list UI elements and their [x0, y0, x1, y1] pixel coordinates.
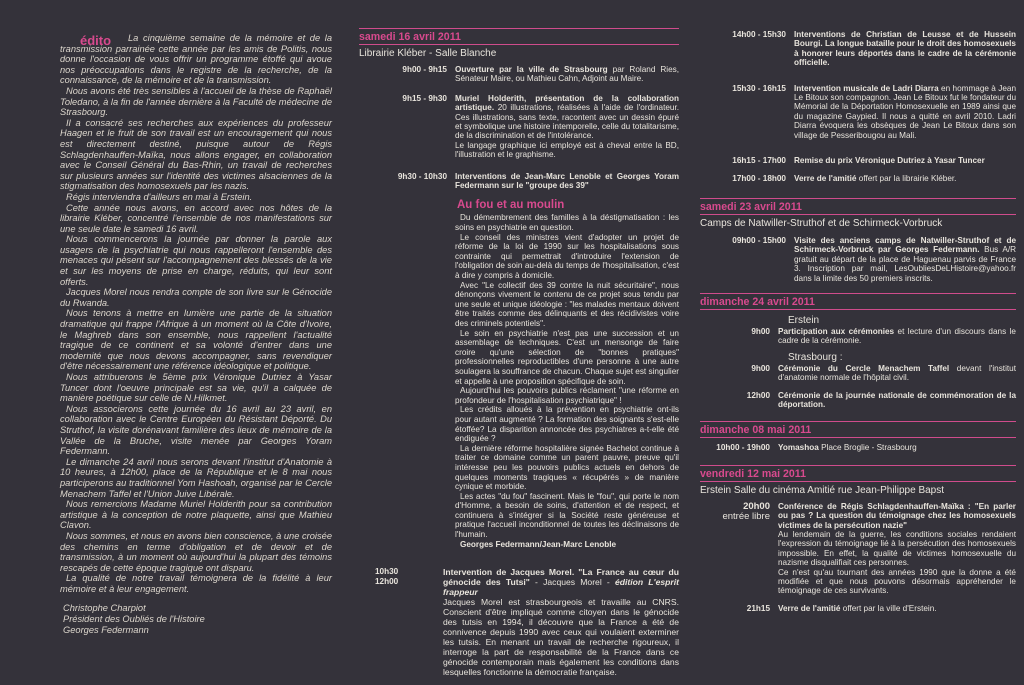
item-time: 9h00 — [751, 363, 770, 373]
day-header: samedi 16 avril 2011 — [359, 28, 679, 45]
programme-item — [359, 65, 679, 84]
edito-paragraph: Nous tenons à mettre en lumière une partie de la situation dramatique qui frappe l'Afrique à un moment où la Côte d'Ivoire, le Maghreb dans son ensemble, nous rappellent l'actualité tragique de ce continent et sa volonté d'entrer dans une modernité que nous devons accompagner, sans revendiquer d'être nécessairement une référence idéologique et politique. — [60, 308, 332, 372]
item-time: 9h00 — [751, 326, 770, 336]
item-desc: Visite des anciens camps de Natwiller-Struthof et de Schirmeck-Vorbruck par Georges Federmann. Bus A/R gratuit au départ de la place de Haguenau parvis de France 3. Inscription par mail, LesOubliesDeLHistoire@yahoo.fr dans la limite des 50 premiers inscrits. — [794, 235, 1017, 283]
programme-item — [359, 567, 679, 677]
item-time: 14h00 - 15h30 — [732, 30, 786, 39]
day-header: dimanche 08 mai 2011 — [700, 421, 1016, 438]
programme-item — [700, 502, 1016, 596]
day-header: dimanche 24 avril 2011 — [700, 293, 1016, 310]
day-place: Erstein — [788, 314, 820, 326]
edito-paragraph: Il a consacré ses recherches aux expériences du professeur Haagen et le fruit de son travail est un encouragement qui nous est directement destiné, puisque autour de Régis Schlagdenhauffen-Maïka, nous allons engager, en collaboration avec le Conseil Général du Bas-Rhin, un travail de recherches sur plusieurs années sur l'identité des victimes alsaciennes de la stigmatisation des homosexuels par les nazis. — [60, 117, 332, 192]
edito-paragraph: Nous remercions Madame Muriel Holderith pour sa contribution artistique à la conception de notre plaquette, ainsi que Mathieu Clavon. — [60, 499, 332, 531]
signature-line: Président des Oubliés de l'Histoire — [63, 614, 205, 625]
section-signature: Georges Federmann/Jean-Marc Lenoble — [460, 539, 617, 549]
item-desc: Verre de l'amitié offert par la librairie Kléber. — [794, 174, 957, 184]
item-desc: Verre de l'amitié offert par la ville d'Erstein. — [778, 603, 937, 613]
item-desc: Remise du prix Véronique Dutriez à Yasar Tuncer — [794, 156, 985, 166]
day-place: Strasbourg : — [788, 351, 843, 363]
item-time: 10h30 12h00 — [375, 567, 399, 586]
programme-item — [700, 84, 1016, 140]
day-place: Erstein Salle du cinéma Amitié rue Jean-Philippe Bapst — [700, 484, 945, 496]
programme-item — [700, 604, 1016, 613]
programme-item — [700, 391, 1016, 410]
programme-item — [700, 236, 1016, 283]
signature-line: Georges Federmann — [63, 624, 149, 635]
item-desc: Yomashoa Place Broglie - Strasbourg — [778, 443, 917, 453]
item-time: 20h00 entrée libre — [722, 500, 770, 523]
edito-body — [60, 33, 332, 635]
item-time: 10h00 - 19h00 — [716, 443, 770, 453]
item-time: 9h00 - 9h15 — [402, 65, 447, 74]
item-time: 9h30 - 10h30 — [397, 171, 447, 181]
programme-item — [359, 172, 679, 191]
day-header: samedi 23 avril 2011 — [700, 198, 1016, 215]
item-time: 16h15 - 17h00 — [732, 156, 786, 166]
edito-paragraph: Nous associerons cette journée du 16 avril au 23 avril, en collaboration avec le Centre Européen du Résistant Déporté. Du Struthof, la visite dorénavant familière des lieux de mémoire de la Vallée de la Bruche, visite menée par Georges Yoram Federmann. — [60, 403, 332, 457]
item-desc: Interventions de Jean-Marc Lenoble et Georges Yoram Federmann sur le "groupe des 39" — [455, 171, 679, 191]
programme-item — [359, 94, 679, 160]
item-time: 21h15 — [746, 603, 770, 613]
section-text: Du démembrement des familles à la déstigmatisation : les soins en psychiatrie en question. Le conseil des ministres vient d'adopter un projet de réforme de la loi de 1990 sur les hospitalisations sous contrainte qui permettrait d'introduire l'extension de l'obligation de soin au-delà du temps de l'hospitalisation, c'est à dire y compris à domicile. Avec "Le collectif des 39 contre la nuit sécuritaire", nous dénonçons vivement le contenu de ce projet sous tendu par une seule et unique idéologie : "les malades mentaux doivent être traités comme des délinquants et des récidivistes voire des criminels potentiels". Le soin en psychiatrie n'est pas une succession et un assemblage de techniques. C'est un mensonge de faire croire qu'une sélection de "bonnes pratiques" professionnelles reproductibles d'une personne à une autre soulagera la souffrance de chacun. Chaque sujet est singulier et appelle à une proposition spécifique de soin. Aujourd'hui les pouvoirs publics réclament "une réforme en profondeur de l'hospitalisation psychiatrique" ! Les crédits alloués à la prévention en psychiatrie ont-ils pour autant augmenté ? La formation des soignants s'est-elle étoffée? La disparition annoncée des psychiatres a-t-elle été endiguée ? La dernière réforme hospitalière signée Bachelot continue à traiter ce domaine comme un parent pauvre, preuve qu'il intéresse peu les pouvoirs publics actuels en dehors de quelques moments tragiques « récupérés » de manière cynique et morbide. Les actes "du fou" fascinent. Mais le "fou", qui porte le nom d'Homme, a besoin de soins, d'attention et de respect, et continuera à s'intégrer si la Société reste généreuse et pratique l'accueil inconditionnel de toutes les déclinaisons de l'humain. Georges Federmann/Jean-Marc Lenoble — [455, 213, 679, 549]
item-desc: Intervention de Jacques Morel. "La France au cœur du génocide des Tutsi" - Jacques Morel - édition L'esprit frappeur Jacques Morel est strasbourgeois et travaille au CNRS. Conscient d'être impliqué comme citoyen dans le génocide des tutsis en 1994, il découvre que la France a été de connivence depuis 1990 avec ceux qui voulaient exterminer les tutsis. En menant un travail de recherche rigoureux, il interroge la part de responsabilité de la France dans ce génocide contemporain mais également les conditions dans lesquelles fonctionne la démocratie française. — [443, 567, 680, 678]
edito-paragraph: Nous avons été très sensibles à l'accueil de la thèse de Raphaël Toledano, à la fin de l'année dernière à la Faculté de médecine de Strasbourg. — [60, 85, 332, 118]
item-time: 17h00 - 18h00 — [732, 174, 786, 184]
item-desc: Cérémonie du Cercle Menachem Taffel devant l'institut d'anatomie normale de l'hôpital civil. — [778, 363, 1017, 383]
item-desc: Cérémonie de la journée nationale de commémoration de la déportation. — [778, 390, 1016, 409]
programme-item — [700, 327, 1016, 346]
day-place: Librairie Kléber - Salle Blanche — [359, 48, 497, 59]
day-header: vendredi 12 mai 2011 — [700, 465, 1016, 482]
programme-item — [700, 443, 1016, 452]
day-place: Camps de Natwiller-Struthof et de Schirmeck-Vorbruck — [700, 217, 943, 229]
item-time: 15h30 - 16h15 — [732, 83, 786, 93]
edito-paragraph: Régis interviendra d'ailleurs en mai à Erstein. — [66, 191, 253, 202]
edito-paragraph: Jacques Morel nous rendra compte de son livre sur le Génocide du Rwanda. — [60, 287, 332, 308]
item-desc: Ouverture par la ville de Strasbourg par Roland Ries, Sénateur Maire, ou Mathieu Cahn, Adjoint au Maire. — [455, 65, 679, 84]
item-desc: Participation aux cérémonies et lecture d'un discours dans le cadre de la cérémonie. — [778, 326, 1016, 346]
signature-line: Christophe Charpiot — [63, 603, 146, 614]
item-time: 12h00 — [746, 390, 770, 400]
edito-paragraph: Nous commencerons la journée par donner la parole aux usagers de la psychiatrie qui nous rappelleront l'ensemble des menaces qui pèsent sur l'accompagnement des blessés de la vie et sur les moyens de prise en charge, réduits, qui leur sont offerts. — [60, 234, 332, 287]
edito-title: édito — [80, 33, 112, 48]
item-desc: Conférence de Régis Schlagdenhauffen-Maïka : "En parler ou pas ? La question du témoignage chez les homosexuels victimes de la persécution nazie" Au lendemain de la guerre, les conditions sociales rendaient l'expression du témoignage lié à la persécution des homosexuels impossible. En effet, la qualité de victimes homosexuelle du nazisme disqualifiait ces personnes. Ce n'est qu'au tournant des années 1990 que la donne a été modifiée et que nous pouvons désormais appréhender le témoignage de ces survivants. — [778, 501, 1016, 596]
programme-item — [700, 364, 1016, 383]
programme-item — [700, 174, 1016, 183]
item-desc: Muriel Holderith, présentation de la collaboration artistique. 20 illustrations, réalisées à l'aide de l'ordinateur. Ces illustrations, sans texte, racontent avec un dessin épuré et symbolique une histoire intemporelle, celle du totalitarisme, de la discrimination et de l'intolérance. Le langage graphique ici employé est à cheval entre la BD, l'illustration et le graphisme. — [455, 93, 679, 160]
item-desc: Intervention musicale de Ladri Diarra en hommage à Jean Le Bitoux son compagnon. Jean Le Bitoux fut le fondateur du Mémorial de la Déportation Homosexuelle en 1989 ainsi que du magazine Gaypied. Il nous a quitté en avril 2010. Ladri Diarra évoquera les obsèques de Jean Le Bitoux dans son village de Pesseribougou au Mali. — [794, 83, 1016, 140]
edito-paragraph: Cette année nous avons, en accord avec nos hôtes de la librairie Kléber, concentré l'ensemble de nos manifestations sur une seule date le samedi 16 avril. — [60, 202, 332, 234]
item-desc: Interventions de Christian de Leusse et de Hussein Bourgi. La longue bataille pour le droit des homosexuels à honorer leurs déportés dans le cadre de la cérémonie officielle. — [794, 30, 1016, 68]
programme-item — [700, 156, 1016, 165]
edito-paragraph: Nous attribuerons le 5ème prix Véronique Dutriez à Yasar Tuncer dont l'oeuvre principale est sa vie, qu'il a calquée de manière poétique sur celle de N.Hilkmet. — [60, 372, 332, 404]
edito-paragraph: Le dimanche 24 avril nous serons devant l'institut d'Anatomie à 10 heures, à 12h00, place de la République et le 8 mai nous participerons au traditionnel Yom Hashoah, organisé par le Cercle Menachem Taffel et l'Union Juive Libérale. — [60, 456, 332, 499]
item-time: 9h15 - 9h30 — [402, 93, 447, 103]
edito-paragraph: La qualité de notre travail témoignera de la fidélité à leur mémoire et à leur engagement. — [60, 573, 332, 594]
edito-paragraph: Nous sommes, et nous en avons bien conscience, à une croisée des chemins en terme d'obligation et de devoir et de transmission, à un moment où aujourd'hui la plupart des témoins rescapés de cette époque tragique ont disparu. — [60, 530, 332, 573]
programme-item — [700, 30, 1016, 68]
edito-signature — [60, 603, 332, 635]
edito-paragraph: La cinquième semaine de la mémoire et de la transmission parrainée cette année par les amis de Politis, nous donne l'occasion de vous offrir un programme étoffé qui avoue nos préoccupations dans le registre de la recherche, de la connaissance, de la mémoire et de la transmission. — [60, 33, 332, 86]
section-title: Au fou et au moulin — [457, 199, 565, 212]
item-time: 09h00 - 15h00 — [732, 235, 786, 245]
